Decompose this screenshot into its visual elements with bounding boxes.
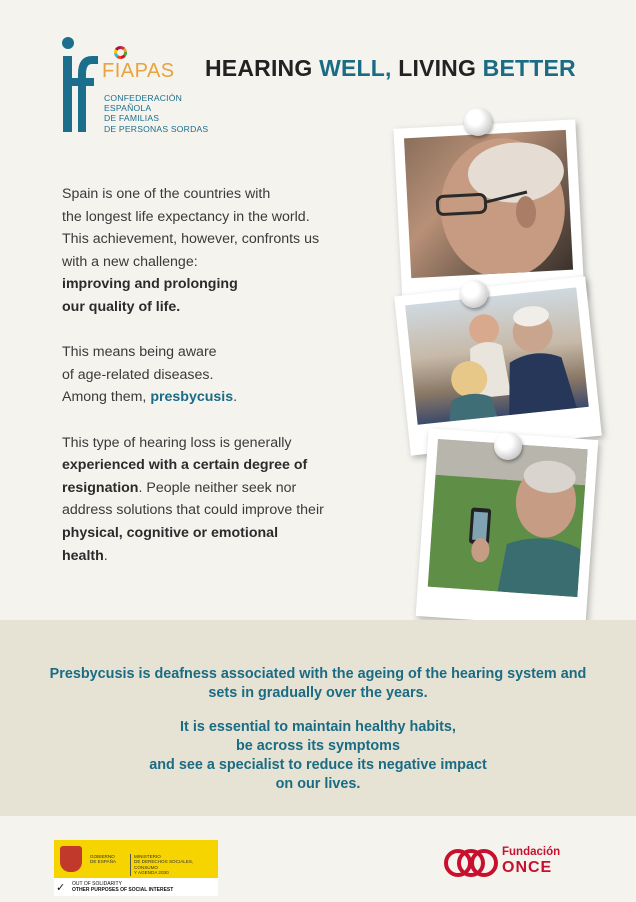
page-headline xyxy=(205,55,576,82)
pushpin-icon xyxy=(494,432,522,460)
gov-name-line: DE ESPAÑA xyxy=(90,859,116,865)
headline-part: HEARING xyxy=(205,55,320,81)
logo-subtitle xyxy=(104,93,224,134)
text-line: address solutions that could improve their xyxy=(62,502,324,519)
text-line: . People neither seek nor xyxy=(138,479,297,496)
text-line-bold: experienced with a certain degree of xyxy=(62,457,308,474)
paragraph-intro xyxy=(62,183,362,319)
headline-part: WELL, xyxy=(319,55,392,81)
definition-text xyxy=(20,665,616,703)
text-line: This achievement, however, confronts us xyxy=(62,231,320,248)
text-line: Spain is one of the countries with xyxy=(62,186,271,202)
photo-family xyxy=(394,276,602,455)
tax-text xyxy=(72,881,173,893)
photo-image xyxy=(428,439,588,597)
text-line: This type of hearing loss is generally xyxy=(62,434,292,451)
logo-subtitle-line: CONFEDERACIÓN xyxy=(104,93,183,103)
band-line: sets in gradually over the years. xyxy=(208,685,428,701)
band-line: on our lives. xyxy=(275,776,361,792)
band-line: and see a specialist to reduce its negative impact xyxy=(149,757,487,773)
presbycusis-highlight: presbycusis xyxy=(150,389,234,406)
text-line-bold: health xyxy=(62,547,104,564)
logo-subtitle-line: DE PERSONAS SORDAS xyxy=(104,123,209,134)
tax-line: OTHER PURPOSES OF SOCIAL INTEREST xyxy=(72,887,174,893)
ministry-line: Y AGENDA 2030 xyxy=(134,870,169,876)
government-logo xyxy=(54,840,218,896)
gov-name xyxy=(90,854,124,865)
text-line: This means being aware xyxy=(62,344,217,361)
video-call-illustration xyxy=(428,439,588,597)
fiapas-logo xyxy=(60,36,210,136)
text-line: Among them, xyxy=(62,389,151,406)
logo-subtitle-line: ESPAÑOLA xyxy=(104,103,152,114)
checkmark-icon: ✓ xyxy=(56,882,66,894)
key-message-band xyxy=(0,620,636,816)
family-illustration xyxy=(405,287,589,424)
body-copy xyxy=(62,183,362,590)
once-logo-line2: ONCE xyxy=(502,859,553,876)
photo-image xyxy=(404,130,573,278)
paragraph-awareness xyxy=(62,341,362,409)
ministry-name xyxy=(130,854,214,876)
text-line-bold: improving and prolonging xyxy=(62,276,238,293)
pushpin-icon xyxy=(464,108,492,136)
text-line-bold: our quality of life. xyxy=(62,298,181,315)
sdg-ring-icon xyxy=(114,46,127,59)
elderly-man-illustration xyxy=(404,130,573,278)
headline-part: BETTER xyxy=(482,55,576,81)
coat-of-arms-icon xyxy=(60,846,82,872)
fundacion-once-logo xyxy=(444,846,594,884)
photo-image xyxy=(405,287,589,424)
ministry-line: MINISTERIO xyxy=(134,854,161,859)
once-logo-line1: Fundación xyxy=(502,846,561,858)
text-line: the longest life expectancy in the world. xyxy=(62,208,310,225)
text-line: . xyxy=(233,389,238,406)
text-line-bold: resignation xyxy=(62,479,139,496)
logo-brand: FIAPAS xyxy=(102,60,175,82)
pushpin-icon xyxy=(460,280,488,308)
band-line: It is essential to maintain healthy habits, xyxy=(180,719,456,735)
ministry-line: DE DERECHOS SOCIALES, CONSUMO xyxy=(134,859,194,870)
headline-part: LIVING xyxy=(391,55,483,81)
gov-name-line: GOBIERNO xyxy=(90,854,115,859)
once-rings-icon xyxy=(444,846,498,880)
band-line: be across its symptoms xyxy=(236,738,400,754)
text-line-bold: physical, cognitive or emotional xyxy=(62,524,279,541)
text-line: with a new challenge: xyxy=(62,253,198,270)
band-line: Presbycusis is deafness associated with the ageing of the hearing system and xyxy=(49,666,587,682)
paragraph-resignation xyxy=(62,432,362,568)
fiapas-figure-icon xyxy=(60,36,100,134)
logo-subtitle-line: DE FAMILIAS xyxy=(104,113,160,124)
text-line: of age-related diseases. xyxy=(62,366,214,383)
text-line: . xyxy=(103,547,108,564)
advice-text xyxy=(20,718,616,794)
tax-line: OUT OF SOLIDARITY xyxy=(72,881,122,887)
